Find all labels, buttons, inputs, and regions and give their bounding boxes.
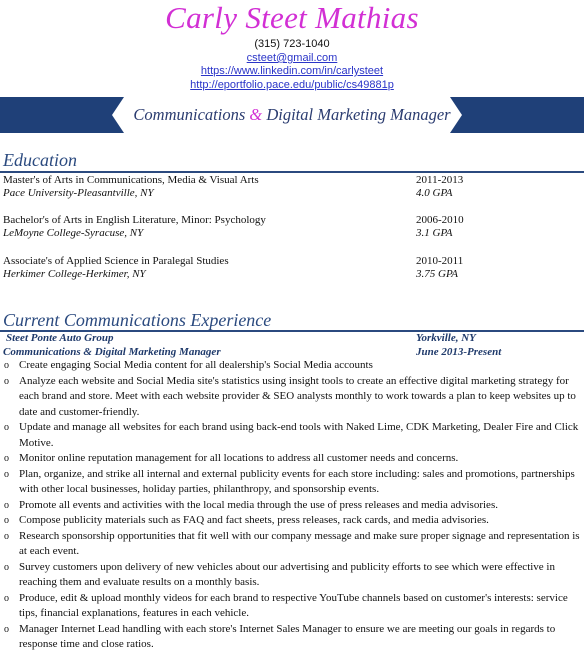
title-ampersand: & (249, 105, 263, 124)
edu-gpa-3: 3.75 GPA (416, 268, 458, 280)
bullet-circle-icon: o (4, 360, 9, 371)
edu-degree-3: Associate's of Applied Science in Paralegal Studies (3, 255, 229, 267)
edu-gpa-2: 3.1 GPA (416, 227, 453, 239)
edu-school-2: LeMoyne College-Syracuse, NY (3, 227, 144, 239)
list-item: o Research sponsorship opportunities that fit well with our company message and make sure proper signage and representation is at each event. (4, 529, 580, 557)
edu-degree-2: Bachelor's of Arts in English Literature, Minor: Psychology (3, 214, 266, 226)
education-divider (0, 171, 584, 173)
list-item: o Compose publicity materials such as FAQ and fact sheets, press releases, rack cards, and media advisories. (0, 513, 584, 529)
bullet-circle-icon: o (4, 422, 9, 433)
edu-years-2: 2006-2010 (416, 214, 464, 226)
bullet-circle-icon: o (4, 453, 9, 464)
candidate-name: Carly Steet Mathias (165, 0, 419, 35)
list-item: o Promote all events and activities with the local media through the use of press releases and media advisories. (0, 498, 584, 514)
phone-number: (315) 723-1040 (254, 38, 330, 50)
company-location: Yorkville, NY (416, 332, 476, 344)
edu-school-1: Pace University-Pleasantville, NY (3, 187, 154, 199)
list-item: o Analyze each website and Social Media site's statistics using insight tools to create an effective digital marketing strategy for each brand and store. Meet with each website provider & SEO analysts monthly to work towards a plan to keep websites up to date and customer-friendly. (4, 374, 576, 418)
title-part-2: Digital Marketing Manager (266, 105, 451, 124)
edu-years-3: 2010-2011 (416, 255, 464, 267)
bullet-circle-icon: o (4, 499, 9, 511)
edu-school-3: Herkimer College-Herkimer, NY (3, 268, 146, 280)
experience-bullet-list (0, 358, 584, 653)
bullet-circle-icon: o (4, 515, 9, 526)
list-item: o Plan, organize, and strike all internal and external publicity events for each store including: sales and promotions, partnerships with other local businesses, holiday parties, philanthropy, and sponsorship events. (4, 467, 575, 495)
edu-years-1: 2011-2013 (416, 174, 464, 186)
linkedin-link[interactable]: https://www.linkedin.com/in/carlysteet (200, 65, 384, 77)
email-link[interactable]: csteet@gmail.com (246, 52, 338, 64)
eportfolio-link[interactable]: http://eportfolio.pace.edu/public/cs49881p (190, 79, 394, 91)
job-dates: June 2013-Present (416, 346, 502, 358)
bullet-circle-icon: o (4, 561, 9, 573)
experience-heading: Current Communications Experience (3, 310, 272, 330)
bullet-circle-icon: o (4, 623, 9, 635)
list-item: o Produce, edit & upload monthly videos for each brand to respective YouTube channels based on customer's interests: service tips, financial explanations, features in each vehicle. (4, 591, 568, 619)
bullet-circle-icon: o (4, 592, 9, 604)
bullet-circle-icon: o (4, 530, 9, 542)
education-heading: Education (3, 150, 77, 170)
bullet-circle-icon: o (4, 468, 9, 480)
company-name: Steet Ponte Auto Group (6, 332, 114, 344)
list-item: o Survey customers upon delivery of new vehicles about our advertising and publicity efforts to see which were effective in reaching them and evaluate results on a monthly basis. (4, 560, 555, 588)
edu-gpa-1: 4.0 GPA (416, 187, 453, 199)
title-part-1: Communications (133, 105, 246, 124)
job-role: Communications & Digital Marketing Manager (3, 346, 221, 358)
list-item: o Create engaging Social Media content for all dealership's Social Media accounts (0, 358, 584, 374)
professional-title (0, 97, 584, 133)
edu-degree-1: Master's of Arts in Communications, Media & Visual Arts (3, 174, 259, 186)
list-item: o Monitor online reputation management for all locations to address all customer needs and concerns. (0, 451, 584, 467)
list-item: o Update and manage all websites for each brand using back-end tools with Naked Lime, CDK Marketing, Dealer Fire and Click Motive. (4, 421, 579, 449)
bullet-circle-icon: o (4, 375, 9, 387)
list-item: o Manager Internet Lead handling with each store's Internet Sales Manager to ensure we are meeting our goals in regards to response time and close ratios. (4, 622, 556, 650)
